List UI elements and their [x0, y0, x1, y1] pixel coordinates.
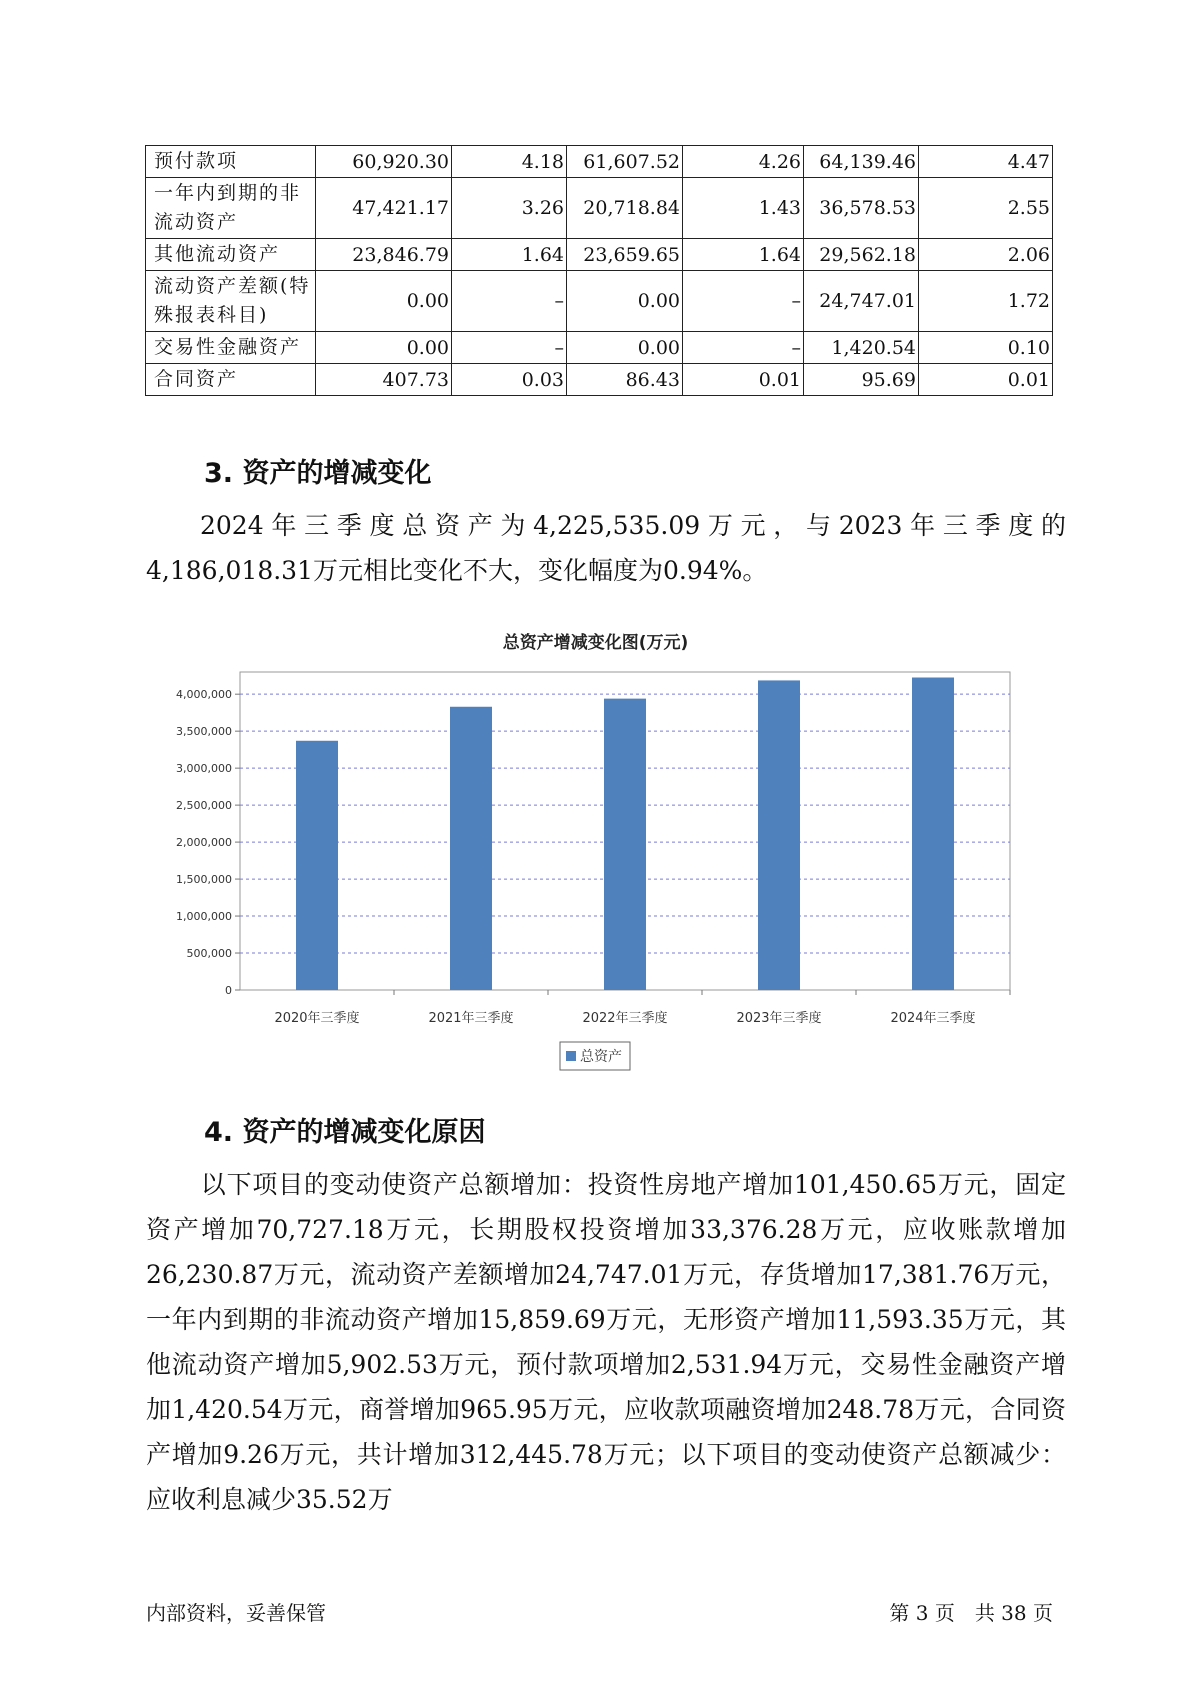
cell-value: 47,421.17 — [316, 178, 452, 239]
table-row — [146, 178, 1053, 239]
cell-percent: 1.72 — [919, 271, 1053, 332]
bar — [604, 699, 646, 990]
cell-percent: 0.03 — [452, 364, 567, 396]
y-tick-label: 0 — [225, 984, 232, 997]
x-tick-label: 2023年三季度 — [736, 1011, 822, 1026]
section-heading: 4. 资产的增减变化原因 — [204, 1117, 486, 1148]
cell-value: 86.43 — [567, 364, 683, 396]
bar — [912, 678, 954, 990]
table-row — [146, 239, 1053, 271]
y-tick-label: 1,000,000 — [176, 910, 232, 924]
cell-percent: 4.26 — [683, 146, 804, 178]
y-tick-label: 2,500,000 — [176, 799, 232, 813]
row-name: 流动资产差额(特殊报表科目) — [146, 271, 316, 332]
cell-value: 24,747.01 — [804, 271, 919, 332]
asset-table — [145, 145, 1053, 396]
cell-percent: 0.01 — [919, 364, 1053, 396]
cell-percent: 0.01 — [683, 364, 804, 396]
bar — [758, 680, 800, 990]
cell-value: 64,139.46 — [804, 146, 919, 178]
cell-value: 0.00 — [316, 332, 452, 364]
cell-percent: 1.64 — [683, 239, 804, 271]
row-name: 其他流动资产 — [146, 239, 316, 271]
cell-value: 29,562.18 — [804, 239, 919, 271]
section-heading: 3. 资产的增减变化 — [204, 458, 432, 489]
bar — [296, 741, 338, 990]
cell-percent: 2.55 — [919, 178, 1053, 239]
cell-percent: 4.18 — [452, 146, 567, 178]
cell-percent: – — [452, 332, 567, 364]
y-tick-label: 3,500,000 — [176, 725, 232, 739]
cell-value: 23,659.65 — [567, 239, 683, 271]
cell-percent: 4.47 — [919, 146, 1053, 178]
cell-value: 1,420.54 — [804, 332, 919, 364]
cell-value: 407.73 — [316, 364, 452, 396]
x-tick-label: 2024年三季度 — [890, 1011, 976, 1026]
y-tick-label: 1,500,000 — [176, 873, 232, 887]
cell-percent: – — [683, 271, 804, 332]
cell-value: 20,718.84 — [567, 178, 683, 239]
table-row — [146, 364, 1053, 396]
footer-note: 内部资料，妥善保管 — [146, 1601, 326, 1625]
row-name: 交易性金融资产 — [146, 332, 316, 364]
table-row — [146, 271, 1053, 332]
cell-percent: 0.10 — [919, 332, 1053, 364]
paragraph-text: 以下项目的变动使资产总额增加：投资性房地产增加101,450.65万元，固定资产增加70,727.18万元，长期股权投资增加33,376.28万元，应收账款增加26,230.87万元，流动资产差额增加24,747.01万元，存货增加17,381.76万元，一年内到期的非流动资产增加15,859.69万元，无形资产增加11,593.35万元，其他流动资产增加5,902.53万元，预付款项增加2,531.94万元，交易性金融资产增加1,420.54万元，商誉增加965.95万元，应收款项融资增加248.78万元，合同资产增加9.26万元，共计增加312,445.78万元；以下项目的变动使资产总额减少：应收利息减少35.52万 — [146, 1170, 1066, 1514]
cell-percent: – — [683, 332, 804, 364]
cell-percent: – — [452, 271, 567, 332]
cell-value: 36,578.53 — [804, 178, 919, 239]
y-tick-label: 500,000 — [186, 947, 232, 961]
y-tick-label: 3,000,000 — [176, 762, 232, 776]
x-tick-label: 2022年三季度 — [582, 1011, 668, 1026]
row-name: 预付款项 — [146, 146, 316, 178]
page-number: 第 3 页 共 38 页 — [889, 1601, 1053, 1625]
cell-value: 0.00 — [567, 332, 683, 364]
total-assets-chart — [150, 660, 1030, 1100]
cell-value: 95.69 — [804, 364, 919, 396]
row-name: 合同资产 — [146, 364, 316, 396]
x-tick-label: 2021年三季度 — [428, 1011, 514, 1026]
cell-value: 0.00 — [567, 271, 683, 332]
y-tick-label: 2,000,000 — [176, 836, 232, 850]
paragraph-text: 2024年三季度总资产为4,225,535.09万元，与2023年三季度的4,186,018.31万元相比变化不大，变化幅度为0.94%。 — [146, 511, 1066, 585]
cell-percent: 3.26 — [452, 178, 567, 239]
bar — [450, 707, 492, 990]
section-paragraph — [146, 503, 1066, 593]
cell-percent: 2.06 — [919, 239, 1053, 271]
table-row — [146, 146, 1053, 178]
table-row — [146, 332, 1053, 364]
legend-swatch — [566, 1051, 576, 1061]
cell-percent: 1.64 — [452, 239, 567, 271]
section-paragraph — [146, 1162, 1066, 1522]
cell-value: 23,846.79 — [316, 239, 452, 271]
y-tick-label: 4,000,000 — [176, 688, 232, 702]
legend-label: 总资产 — [580, 1049, 622, 1065]
cell-value: 61,607.52 — [567, 146, 683, 178]
chart-title: 总资产增减变化图(万元) — [502, 633, 689, 653]
row-name: 一年内到期的非流动资产 — [146, 178, 316, 239]
x-tick-label: 2020年三季度 — [274, 1011, 360, 1026]
cell-percent: 1.43 — [683, 178, 804, 239]
cell-value: 60,920.30 — [316, 146, 452, 178]
cell-value: 0.00 — [316, 271, 452, 332]
